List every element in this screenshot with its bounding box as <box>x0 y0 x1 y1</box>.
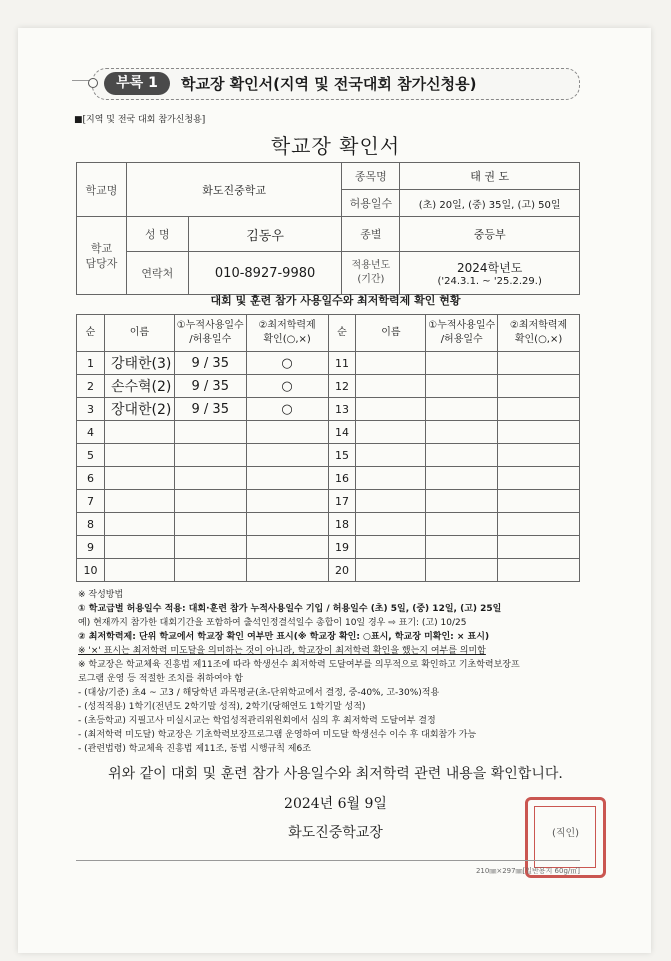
days-used: 9 / 35 <box>174 352 246 375</box>
row-number-right: 16 <box>328 467 356 490</box>
instruction-line: ② 최저학력제: 단위 학교에서 학교장 확인 여부만 표시(※ 학교장 확인: ○표시, 학교장 미확인: × 표시) <box>78 632 490 642</box>
athlete-name <box>104 536 174 559</box>
grade-check <box>246 536 328 559</box>
table-row <box>77 398 580 421</box>
year-cell <box>400 252 580 295</box>
header-bullet <box>88 78 98 88</box>
grade-check-right <box>498 490 580 513</box>
days-used-right <box>426 352 498 375</box>
days-used-right <box>426 513 498 536</box>
col-grade: ②최저학력제 확인(○,×) <box>246 315 328 352</box>
grade-check: ○ <box>246 398 328 421</box>
athlete-name: 강태한(3) <box>104 352 174 375</box>
footer-rule <box>76 860 580 861</box>
days-used-right <box>426 398 498 421</box>
row-number: 5 <box>77 444 105 467</box>
contact-value: 010-8927-9980 <box>188 252 342 295</box>
issue-date: 2024년 6월 9일 <box>284 796 387 812</box>
days-used-right <box>426 467 498 490</box>
table-row <box>77 513 580 536</box>
athlete-name: 손수혁(2) <box>104 375 174 398</box>
athlete-name-right <box>356 444 426 467</box>
athlete-name <box>104 513 174 536</box>
row-number-right: 12 <box>328 375 356 398</box>
days-used <box>174 421 246 444</box>
col-no: 순 <box>77 315 105 352</box>
days-used-right <box>426 375 498 398</box>
table-row <box>77 444 580 467</box>
allow-label: 허용일수 <box>342 190 400 217</box>
grade-check-right <box>498 559 580 582</box>
athlete-name <box>104 421 174 444</box>
row-number-right: 14 <box>328 421 356 444</box>
grade-check <box>246 467 328 490</box>
athlete-name-right <box>356 513 426 536</box>
grade-check <box>246 444 328 467</box>
year-value: 2024학년도 <box>456 261 523 275</box>
row-number: 10 <box>77 559 105 582</box>
instruction-line: - (최저학력 미도달) 학교장은 기초학력보장프로그램 운영하여 미도달 학생선수 이수 후 대회참가 가능 <box>78 730 477 740</box>
athlete-name-right <box>356 398 426 421</box>
days-used-right <box>426 421 498 444</box>
school-value: 화도진중학교 <box>126 163 342 217</box>
info-table <box>76 162 580 295</box>
athlete-name-right <box>356 467 426 490</box>
document-title: 학교장 확인서 <box>270 134 401 158</box>
allow-value: (초) 20일, (중) 35일, (고) 50일 <box>400 190 580 217</box>
athlete-name-right <box>356 490 426 513</box>
instruction-line: ※ 작성방법 <box>78 590 124 600</box>
days-used <box>174 467 246 490</box>
days-used-right <box>426 444 498 467</box>
row-number-right: 19 <box>328 536 356 559</box>
grade-check <box>246 559 328 582</box>
instruction-line: ※ '×' 표시는 최저학력 미도달을 의미하는 것이 아니라, 학교장이 최저학력 확인을 했는지 여부를 의미함 <box>78 646 486 656</box>
year-label: 적용년도 (기간) <box>342 252 400 295</box>
table-row <box>77 375 580 398</box>
athlete-name-right <box>356 559 426 582</box>
form-tag: ■[지역 및 전국 대회 참가신청용] <box>74 115 206 125</box>
table-row <box>77 352 580 375</box>
grade-check-right <box>498 375 580 398</box>
grade-check-right <box>498 467 580 490</box>
days-used-right <box>426 490 498 513</box>
row-number-right: 17 <box>328 490 356 513</box>
appendix-badge: 부록 1 <box>104 72 170 95</box>
contact-label: 연락처 <box>126 252 188 295</box>
staff-label: 학교 담당자 <box>77 217 127 295</box>
grade-check-right <box>498 513 580 536</box>
days-used <box>174 513 246 536</box>
athlete-name <box>104 490 174 513</box>
row-number-right: 20 <box>328 559 356 582</box>
grade-check-right <box>498 536 580 559</box>
row-number-right: 15 <box>328 444 356 467</box>
row-number-right: 18 <box>328 513 356 536</box>
section-title: 대회 및 훈련 참가 사용일수와 최저학력제 확인 현황 <box>210 294 461 307</box>
instruction-line: ※ 학교장은 학교체육 진흥법 제11조에 따라 학생선수 최저학력 도달여부를 의무적으로 확인하고 기초학력보장프 <box>78 660 520 670</box>
grade-check <box>246 421 328 444</box>
name-label: 성 명 <box>126 217 188 252</box>
row-number: 1 <box>77 352 105 375</box>
division-value: 중등부 <box>400 217 580 252</box>
row-number: 6 <box>77 467 105 490</box>
school-label: 학교명 <box>77 163 127 217</box>
name-value: 김동우 <box>188 217 342 252</box>
instruction-line: - (관련법령) 학교체육 진흥법 제11조, 동법 시행규칙 제6조 <box>78 744 311 754</box>
col-days-right: ①누적사용일수 /허용일수 <box>426 315 498 352</box>
athlete-name <box>104 467 174 490</box>
grade-check-right <box>498 398 580 421</box>
grade-check: ○ <box>246 352 328 375</box>
appendix-title: 학교장 확인서(지역 및 전국대회 참가신청용) <box>181 75 477 93</box>
days-used-right <box>426 559 498 582</box>
col-name: 이름 <box>104 315 174 352</box>
athlete-name-right <box>356 352 426 375</box>
instructions <box>78 588 598 756</box>
days-used <box>174 536 246 559</box>
col-grade-right: ②최저학력제 확인(○,×) <box>498 315 580 352</box>
instruction-line: - (초등학교) 지필고사 미실시교는 학업성적관리위원회에서 심의 후 최저학력 도달여부 결정 <box>78 716 436 726</box>
row-number: 8 <box>77 513 105 536</box>
athlete-name-right <box>356 421 426 444</box>
instruction-line: 로그램 운영 등 적절한 조치를 취하여야 함 <box>78 674 243 684</box>
row-number-right: 13 <box>328 398 356 421</box>
days-used <box>174 490 246 513</box>
col-name-right: 이름 <box>356 315 426 352</box>
row-number: 2 <box>77 375 105 398</box>
principal-signature: 화도진중학교장 <box>288 825 383 841</box>
grade-check: ○ <box>246 375 328 398</box>
table-row <box>77 559 580 582</box>
row-number: 7 <box>77 490 105 513</box>
event-label: 종목명 <box>342 163 400 190</box>
confirmation-statement: 위와 같이 대회 및 훈련 참가 사용일수와 최저학력 관련 내용을 확인합니다. <box>108 766 563 782</box>
instruction-line: ① 학교급별 허용일수 적용: 대회·훈련 참가 누적사용일수 기입 / 허용일수 (초) 5일, (중) 12일, (고) 25일 <box>78 604 502 614</box>
instruction-line: - (성적적용) 1학기(전년도 2학기말 성적), 2학기(당해연도 1학기말 성적) <box>78 702 366 712</box>
row-number: 9 <box>77 536 105 559</box>
grade-check-right <box>498 421 580 444</box>
year-range: ('24.3.1. ~ '25.2.29.) <box>437 276 542 287</box>
days-used <box>174 559 246 582</box>
division-label: 종별 <box>342 217 400 252</box>
row-number-right: 11 <box>328 352 356 375</box>
table-row <box>77 467 580 490</box>
seal-label: (직인) <box>551 828 580 839</box>
days-used: 9 / 35 <box>174 398 246 421</box>
paper-spec: 210㎜×297㎜[일반용지 60g/㎡] <box>475 867 580 875</box>
table-row <box>77 536 580 559</box>
grade-check-right <box>498 444 580 467</box>
table-row <box>77 490 580 513</box>
event-value: 태 권 도 <box>400 163 580 190</box>
instruction-line: - (대상/기준) 초4 ~ 고3 / 해당학년 과목평균(초-단위학교에서 결정, 중-40%, 고-30%)적용 <box>78 688 440 698</box>
instruction-line: 예) 현재까지 참가한 대회기간을 포함하여 출석인정결석일수 총합이 10일 경우 ⇨ 표기: (고) 10/25 <box>78 618 467 628</box>
table-row <box>77 421 580 444</box>
usage-table <box>76 314 580 582</box>
row-number: 4 <box>77 421 105 444</box>
grade-check <box>246 490 328 513</box>
grade-check-right <box>498 352 580 375</box>
days-used: 9 / 35 <box>174 375 246 398</box>
col-days: ①누적사용일수 /허용일수 <box>174 315 246 352</box>
col-no-right: 순 <box>328 315 356 352</box>
days-used-right <box>426 536 498 559</box>
athlete-name-right <box>356 375 426 398</box>
athlete-name-right <box>356 536 426 559</box>
row-number: 3 <box>77 398 105 421</box>
athlete-name <box>104 444 174 467</box>
athlete-name <box>104 559 174 582</box>
athlete-name: 장대한(2) <box>104 398 174 421</box>
days-used <box>174 444 246 467</box>
grade-check <box>246 513 328 536</box>
